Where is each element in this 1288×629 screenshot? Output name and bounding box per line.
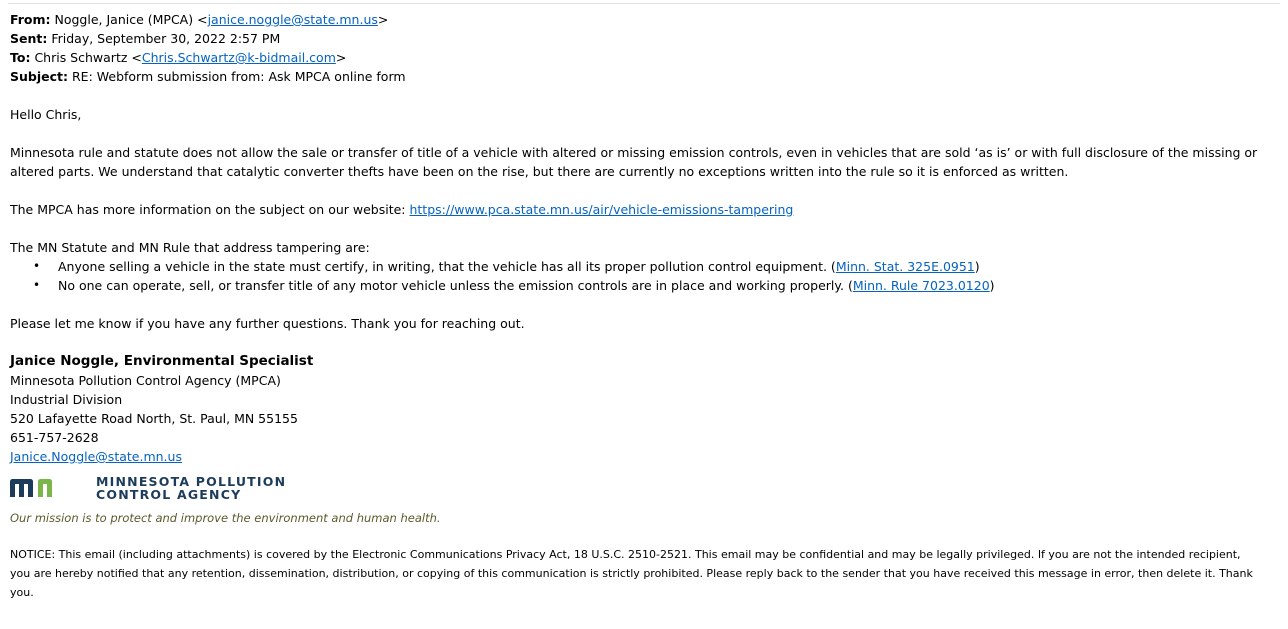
signature-agency: Minnesota Pollution Control Agency (MPCA) [10,373,281,388]
email-content [10,10,1278,602]
bullet-icon: • [33,259,41,273]
signature-block [10,352,1278,528]
spacer [10,219,1278,238]
list-item-close: ) [989,278,995,293]
signature-address: 520 Lafayette Road North, St. Paul, MN 55155 [10,411,298,426]
closing-line: Please let me know if you have any further questions. Thank you for reaching out. [10,316,525,331]
from-close: > [377,12,389,27]
top-divider [8,3,1280,4]
list-item-close: ) [974,259,980,274]
website-text: The MPCA has more information on the subject on our website: [10,202,410,217]
list-item-text: Anyone selling a vehicle in the state must certify, in writing, that the vehicle has all its proper pollution control equipment. ( [58,259,836,274]
signature-name: Janice Noggle, Environmental Specialist [10,353,314,369]
spacer [10,333,1278,352]
subject-line [10,67,1278,86]
tampering-intro: The MN Statute and MN Rule that address tampering are: [10,240,370,255]
from-name: Noggle, Janice (MPCA) < [54,12,208,27]
statute-link[interactable]: Minn. Stat. 325E.0951 [835,259,975,274]
from-line [10,10,1278,29]
logo-line-2: CONTROL AGENCY [96,487,242,502]
paragraph-rule-statute: Minnesota rule and statute does not allow the sale or transfer of title of a vehicle with altered or missing emission controls, even in vehicles that are sold ‘as is’ or with full disclosure of the missing or altered parts. We understand that catalytic converter thefts have been on the rise, but there are currently no exceptions written into the rule so it is enforced as written. [10,145,1258,179]
logo-line-1: MINNESOTA POLLUTION [96,474,287,489]
tampering-list [10,257,1278,295]
spacer [10,124,1278,143]
website-link[interactable]: https://www.pca.state.mn.us/air/vehicle-emissions-tampering [409,202,794,217]
paragraph-website [10,200,1278,219]
to-email-link[interactable]: Chris.Schwartz@k-bidmail.com [141,50,336,65]
spacer [10,86,1278,105]
mpca-logo-icon [10,475,90,497]
mission-statement: Our mission is to protect and improve the environment and human health. [10,511,441,525]
agency-logo [10,475,1278,507]
list-item-text: No one can operate, sell, or transfer title of any motor vehicle unless the emission controls are in place and working properly. ( [58,278,853,293]
signature-phone: 651-757-2628 [10,430,99,445]
logo-text [96,475,286,501]
to-close: > [335,50,347,65]
from-email-link[interactable]: janice.noggle@state.mn.us [207,12,378,27]
spacer [10,295,1278,314]
to-line [10,48,1278,67]
subject-label: Subject: [10,69,68,84]
from-label: From: [10,12,51,27]
list-item [10,276,1278,295]
bullet-icon: • [33,278,41,292]
to-label: To: [10,50,31,65]
sent-label: Sent: [10,31,48,46]
privacy-notice: NOTICE: This email (including attachments) is covered by the Electronic Communications Privacy Act, 18 U.S.C. 2510-2521. This email may be confidential and may be legally privileged. If you are not the intended recipient, you are hereby notified that any retention, dissemination, distribution, or copying of this communication is strictly prohibited. Please reply back to the sender that you have received this message in error, then delete it. Thank you. [10,548,1253,599]
sent-line [10,29,1278,48]
list-item [10,257,1278,276]
sent-value: Friday, September 30, 2022 2:57 PM [51,31,281,46]
greeting: Hello Chris, [10,107,82,122]
signature-email-line [10,447,1278,466]
subject-value: RE: Webform submission from: Ask MPCA online form [71,69,406,84]
signature-division: Industrial Division [10,392,123,407]
to-name: Chris Schwartz < [34,50,142,65]
signature-email-link[interactable]: Janice.Noggle@state.mn.us [10,449,182,464]
rule-link[interactable]: Minn. Rule 7023.0120 [852,278,990,293]
spacer [10,181,1278,200]
email-header [10,10,1278,86]
